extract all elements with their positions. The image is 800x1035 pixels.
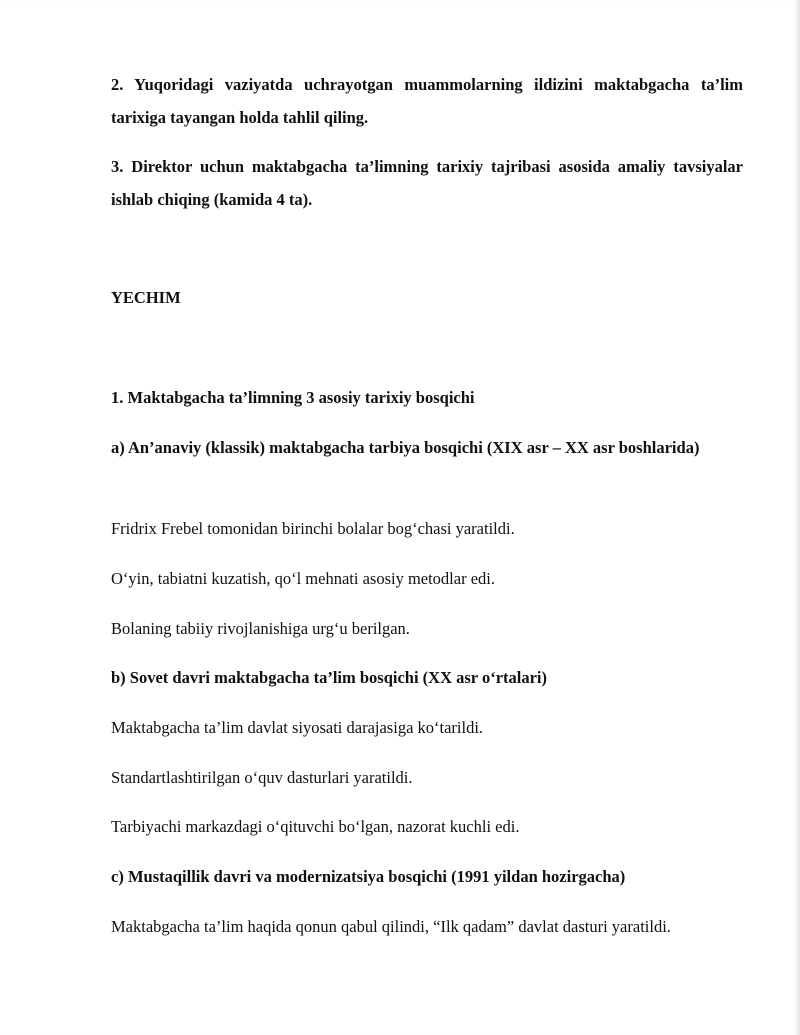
- stage-b-point-2: Standartlashtirilgan o‘quv dasturlari yaratildi.: [111, 768, 413, 787]
- stage-a-point-3: Bolaning tabiiy rivojlanishiga urg‘u berilgan.: [111, 619, 410, 638]
- stage-b-point-3: Tarbiyachi markazdagi o‘qituvchi bo‘lgan, nazorat kuchli edi.: [111, 817, 520, 836]
- stage-a-point-1: Fridrix Frebel tomonidan birinchi bolalar bog‘chasi yaratildi.: [111, 519, 515, 538]
- stage-c-heading: c) Mustaqillik davri va modernizatsiya bosqichi (1991 yildan hozirgacha): [111, 867, 626, 886]
- stage-a-heading: a) An’anaviy (klassik) maktabgacha tarbiya bosqichi (XIX asr – XX asr boshlarida): [111, 438, 700, 457]
- section-1-heading: 1. Maktabgacha ta’limning 3 asosiy tarixiy bosqichi: [111, 388, 475, 407]
- stage-c-point-1: Maktabgacha ta’lim haqida qonun qabul qilindi, “Ilk qadam” davlat dasturi yaratildi.: [111, 917, 671, 936]
- solution-heading: YECHIM: [111, 288, 181, 307]
- question-3: 3. Direktor uchun maktabgacha ta’limning tarixiy tajribasi asosida amaliy tavsiyalar ishlab chiqing (kamida 4 ta).: [111, 157, 743, 209]
- stage-b-point-1: Maktabgacha ta’lim davlat siyosati darajasiga ko‘tarildi.: [111, 718, 484, 737]
- stage-a-point-2: O‘yin, tabiatni kuzatish, qo‘l mehnati asosiy metodlar edi.: [111, 569, 495, 588]
- question-2: 2. Yuqoridagi vaziyatda uchrayotgan muammolarning ildizini maktabgacha ta’lim tarixiga tayangan holda tahlil qiling.: [111, 75, 743, 127]
- stage-b-heading: b) Sovet davri maktabgacha ta’lim bosqichi (XX asr o‘rtalari): [111, 668, 548, 687]
